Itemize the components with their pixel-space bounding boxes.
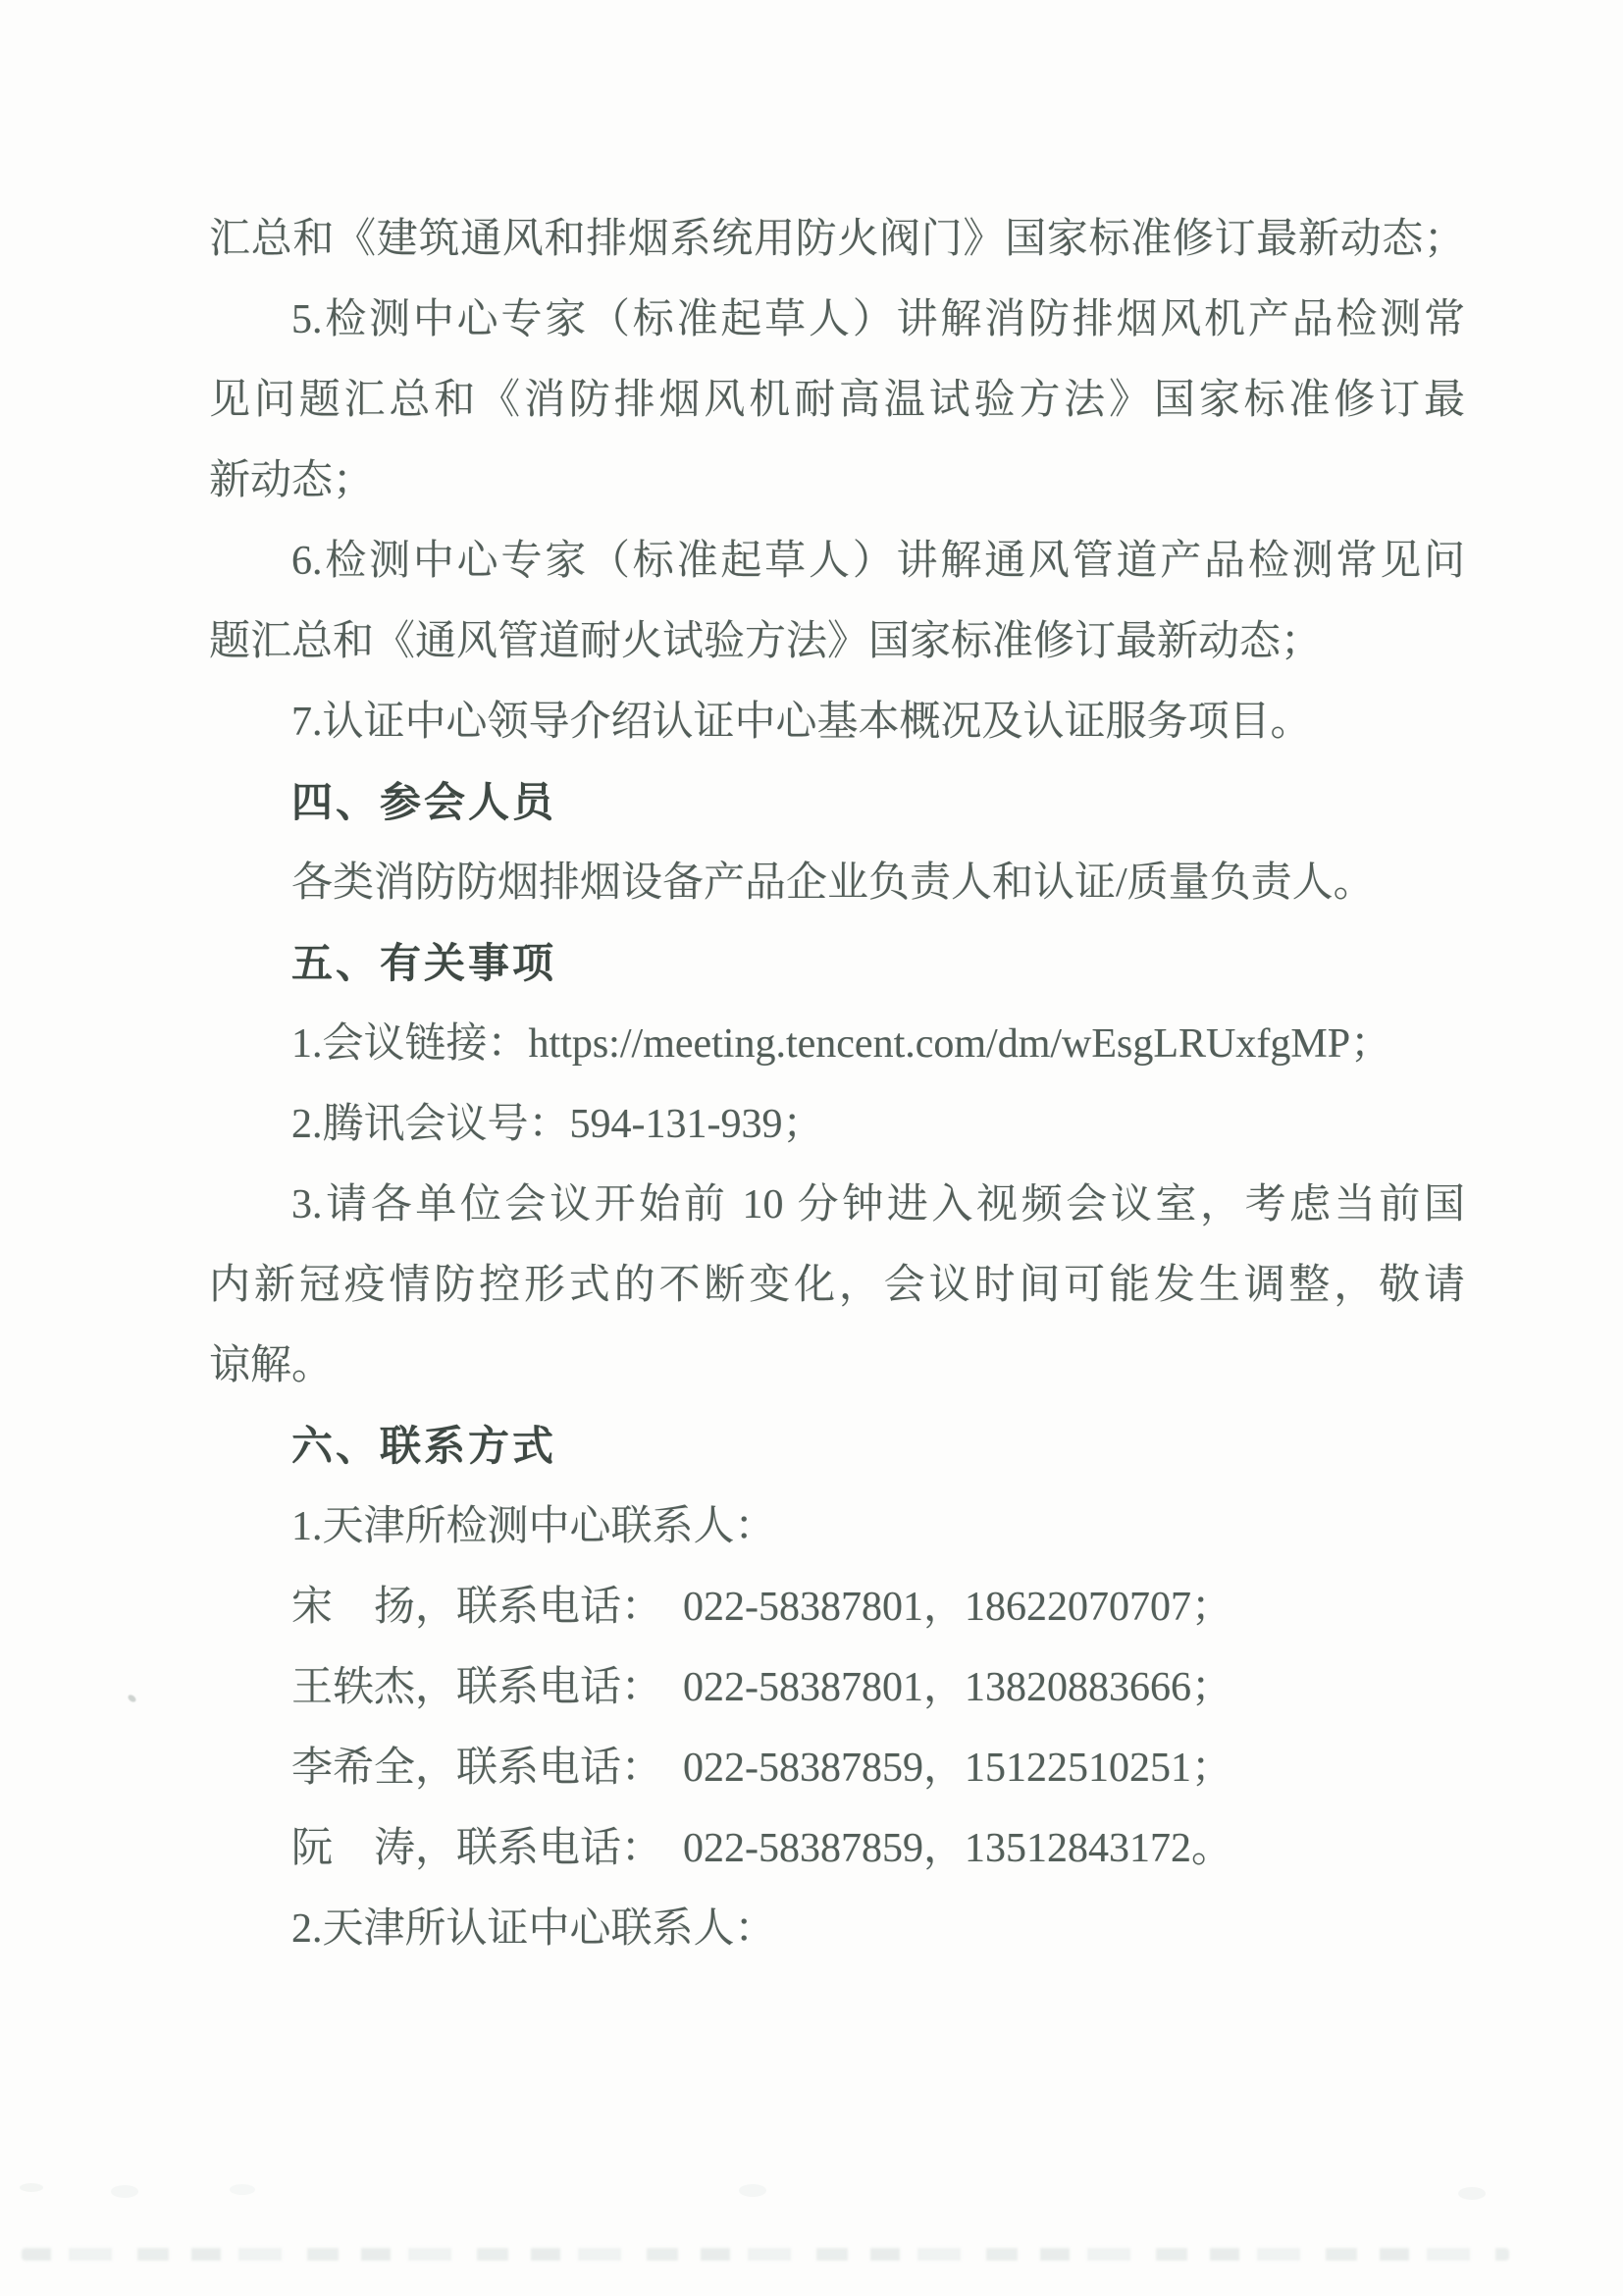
- section-heading: 六、联系方式: [291, 1423, 557, 1469]
- doc-line: 1.天津所检测中心联系人：: [291, 1504, 776, 1549]
- doc-line: 题汇总和《通风管道耐火试验方法》国家标准修订最新动态；: [209, 619, 1323, 664]
- document-text-block: [209, 199, 1465, 1969]
- doc-line: 见问题汇总和《消防排烟风机耐高温试验方法》国家标准修订最: [209, 378, 1465, 423]
- doc-line: 各类消防防烟排烟设备产品企业负责人和认证/质量负责人。: [291, 861, 1375, 906]
- section-heading: 五、有关事项: [291, 940, 557, 986]
- scan-artifact-blobs: [20, 2183, 43, 2192]
- doc-line: 6.检测中心专家（标准起草人）讲解通风管道产品检测常见问: [291, 539, 1465, 584]
- doc-line: 7.认证中心领导介绍认证中心基本概况及认证服务项目。: [291, 700, 1312, 745]
- doc-line: 王轶杰，联系电话： 022-58387801，13820883666；: [291, 1665, 1232, 1710]
- doc-line: 谅解。: [209, 1343, 334, 1388]
- doc-line: 2.天津所认证中心联系人：: [291, 1906, 776, 1952]
- scan-artifact-bottom-strip: [22, 2248, 1509, 2261]
- doc-line: 宋 扬，联系电话： 022-58387801，18622070707；: [291, 1585, 1232, 1630]
- doc-line: 阮 涛，联系电话： 022-58387859，13512843172。: [291, 1826, 1232, 1871]
- doc-line: 1.会议链接：https://meeting.tencent.com/dm/wEsgLRUxfgMP；: [291, 1021, 1392, 1067]
- section-heading: 四、参会人员: [291, 779, 557, 825]
- doc-line: 李希全，联系电话： 022-58387859，15122510251；: [291, 1746, 1232, 1791]
- doc-line: 3.请各单位会议开始前 10 分钟进入视频会议室，考虑当前国: [291, 1182, 1465, 1227]
- doc-line: 2.腾讯会议号：594-131-939；: [291, 1102, 824, 1147]
- doc-line: 汇总和《建筑通风和排烟系统用防火阀门》国家标准修订最新动态；: [209, 217, 1465, 262]
- doc-line: 内新冠疫情防控形式的不断变化，会议时间可能发生调整，敬请: [209, 1263, 1465, 1308]
- scan-speck: [127, 1694, 137, 1703]
- doc-line: 5.检测中心专家（标准起草人）讲解消防排烟风机产品检测常: [291, 297, 1465, 342]
- doc-line: 新动态；: [209, 458, 375, 503]
